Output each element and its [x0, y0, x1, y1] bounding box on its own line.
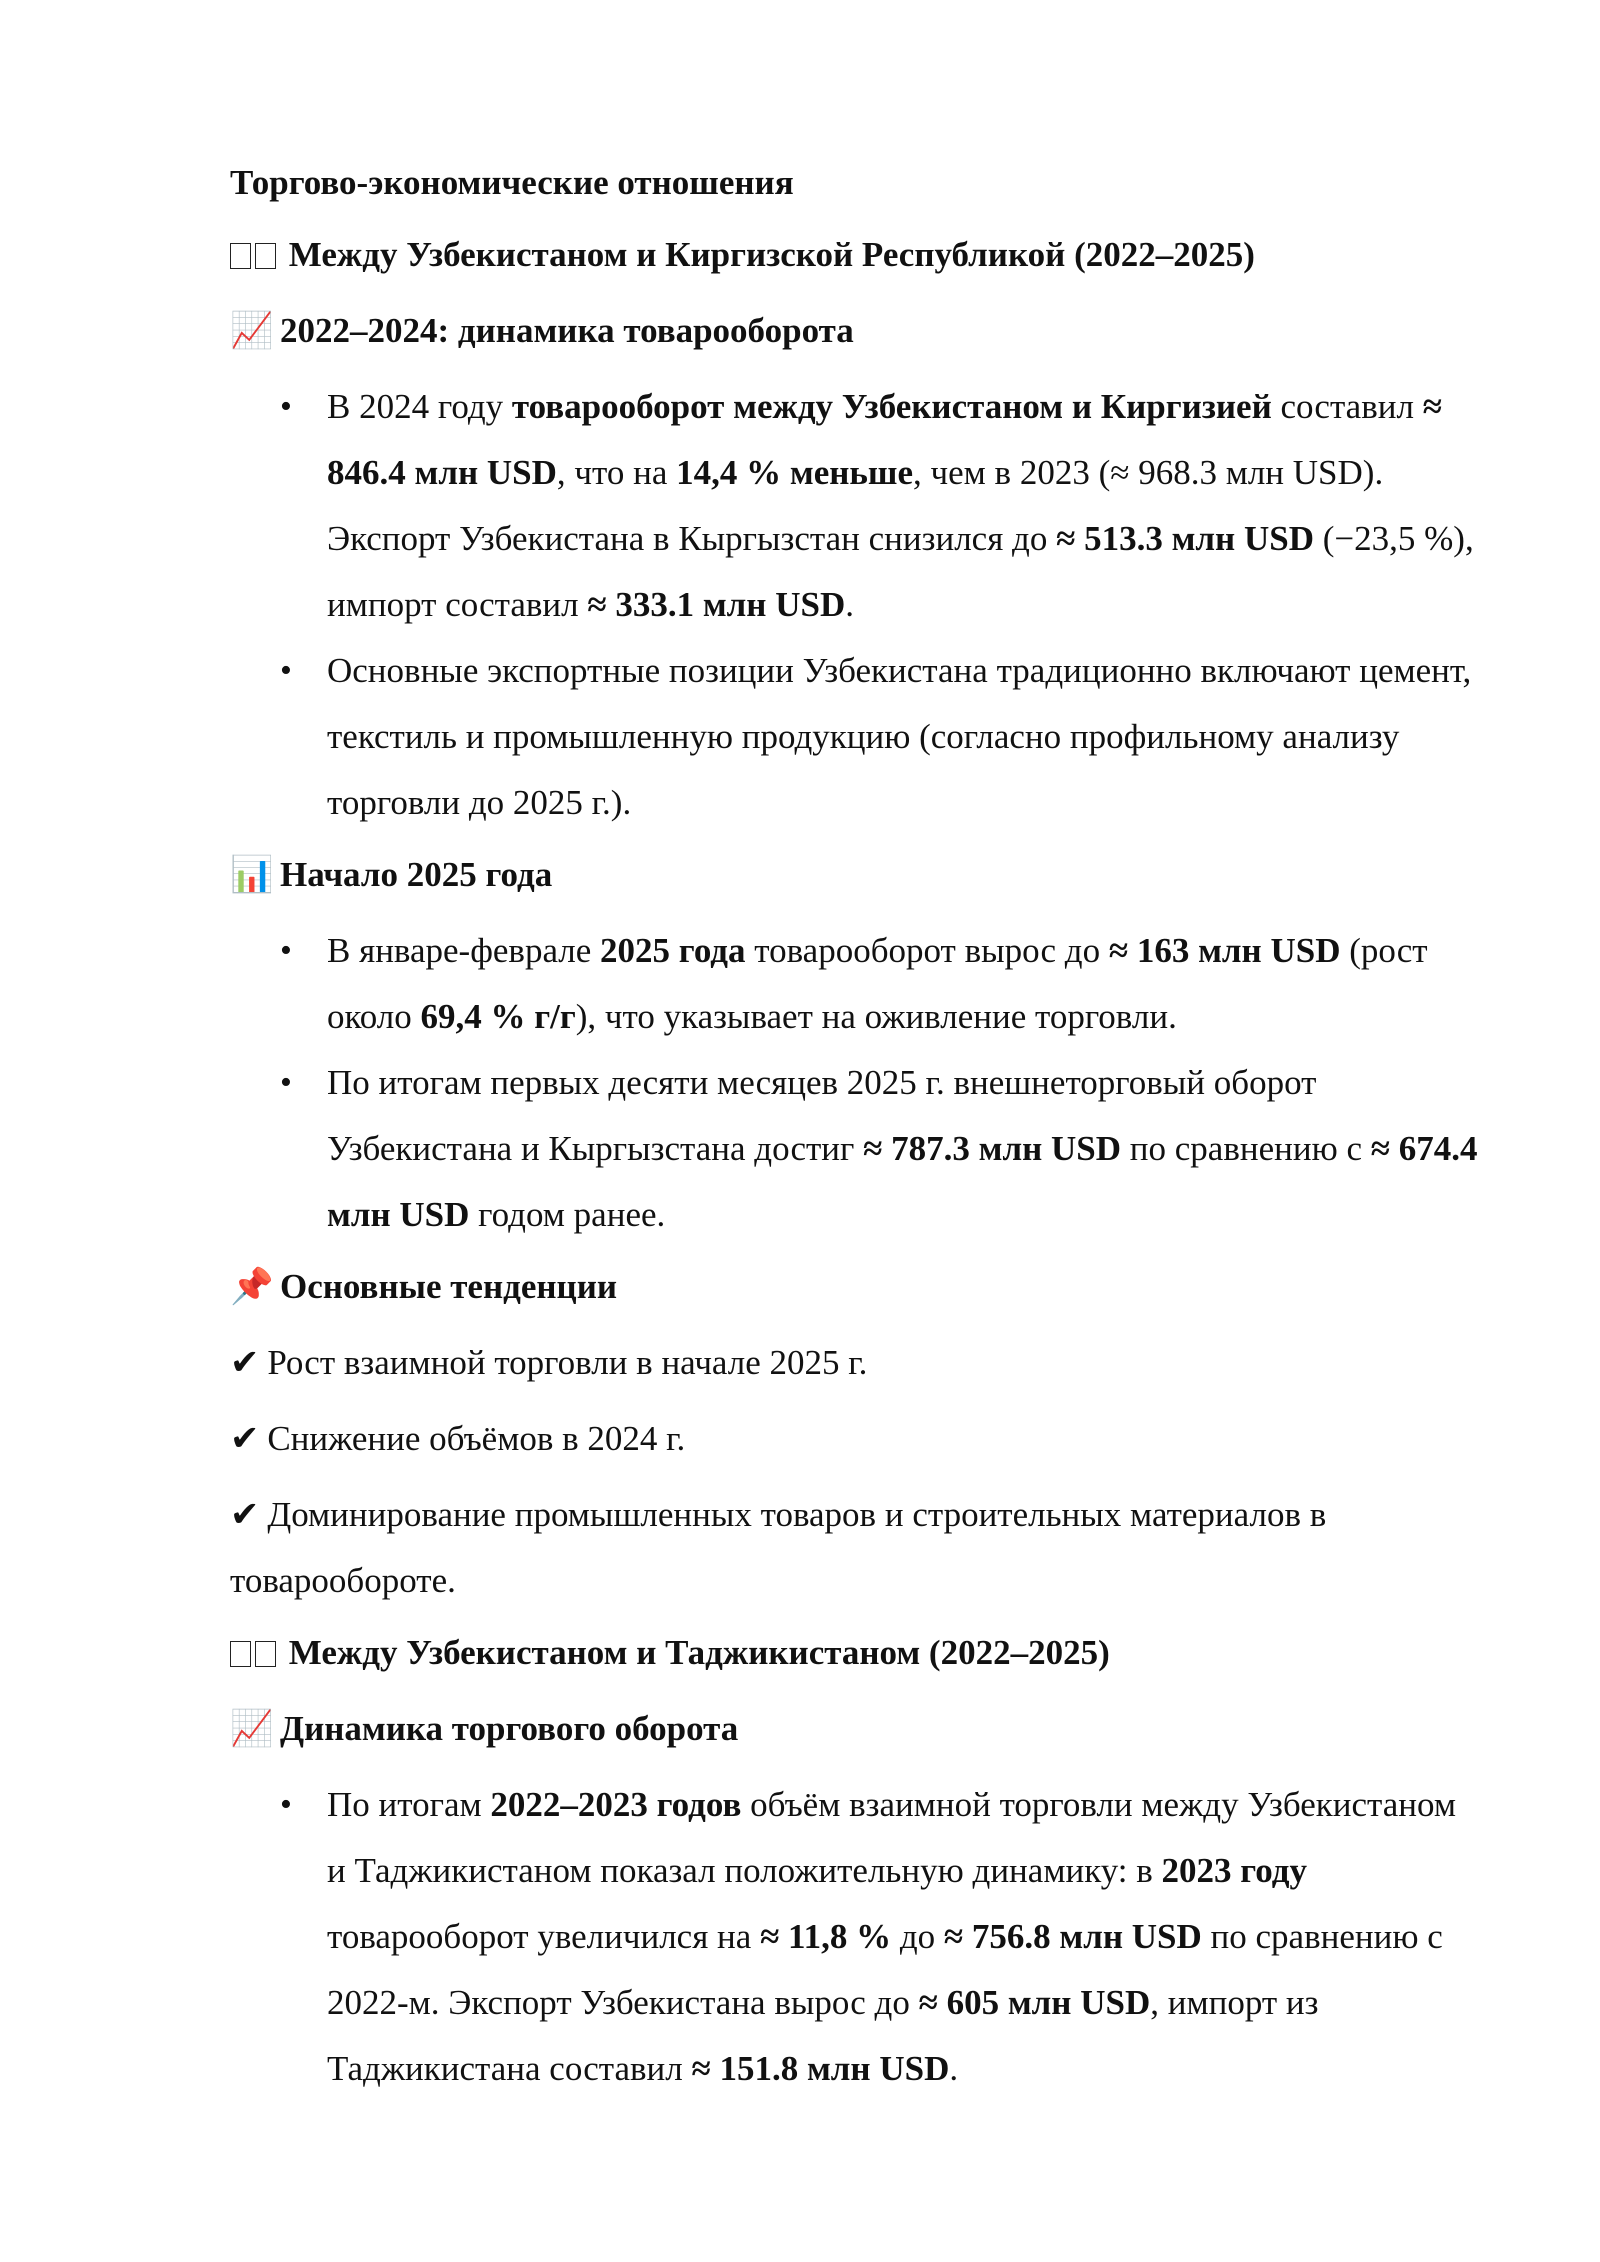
list-item: • По итогам 2022–2023 годов объём взаимной торговли между Узбекистаном и Таджикистаном показал положительную динамику: в 2023 году товарооборот увеличился на ≈ 11,8 % до ≈ 756.8 млн USD по сравнению с 2022-м. Экспорт Узбекистана вырос до ≈ 605 млн USD, импорт из Таджикистана составил ≈ 151.8 млн USD. [327, 1772, 1480, 2102]
bullet-list-early-2025 [230, 918, 1480, 1248]
chart-increasing-icon: 📈 [230, 311, 274, 350]
chart-increasing-icon: 📈 [230, 1709, 274, 1748]
document-title: Торгово-экономические отношения [230, 163, 794, 202]
section-heading-kyrgyzstan: Между Узбекистаном и Киргизской Республикой (2022–2025) [230, 222, 1480, 288]
list-item: • В январе-феврале 2025 года товарооборот вырос до ≈ 163 млн USD (рост около 69,4 % г/г), что указывает на оживление торговли. [327, 918, 1480, 1050]
subheading-trade-dynamics: 📈 Динамика торгового оборота [230, 1696, 1480, 1762]
subheading-2022-2024: 📈 2022–2024: динамика товарооборота [230, 298, 1480, 364]
checkmark-icon: ✔ [230, 1495, 260, 1534]
bar-chart-icon: 📊 [230, 855, 274, 894]
checkmark-icon: ✔ [230, 1419, 260, 1458]
flag-icon [255, 1641, 276, 1667]
bullet-list-2022-2024 [230, 374, 1480, 836]
list-item: • Основные экспортные позиции Узбекистана традиционно включают цемент, текстиль и промышленную продукцию (согласно профильному анализу торговли до 2025 г.). [327, 638, 1480, 836]
list-item: • По итогам первых десяти месяцев 2025 г. внешнеторговый оборот Узбекистана и Кыргызстана достиг ≈ 787.3 млн USD по сравнению с ≈ 674.4 млн USD годом ранее. [327, 1050, 1480, 1248]
checkmark-icon: ✔ [230, 1343, 260, 1382]
trend-item: ✔ Доминирование промышленных товаров и строительных материалов в товарообороте. [230, 1482, 1480, 1614]
flag-icon [230, 243, 251, 269]
bullet-list-tajikistan [230, 1772, 1480, 2102]
trend-item: ✔ Снижение объёмов в 2024 г. [230, 1406, 1480, 1472]
subheading-early-2025: 📊 Начало 2025 года [230, 842, 1480, 908]
pushpin-icon: 📌 [230, 1267, 274, 1306]
flag-icon [255, 243, 276, 269]
trend-item: ✔ Рост взаимной торговли в начале 2025 г. [230, 1330, 1480, 1396]
flag-icon [230, 1641, 251, 1667]
subheading-main-trends: 📌 Основные тенденции [230, 1254, 1480, 1320]
list-item: • В 2024 году товарооборот между Узбекистаном и Киргизией составил ≈ 846.4 млн USD, что на 14,4 % меньше, чем в 2023 (≈ 968.3 млн USD). Экспорт Узбекистана в Кыргызстан снизился до ≈ 513.3 млн USD (−23,5 %), импорт составил ≈ 333.1 млн USD. [327, 374, 1480, 638]
document-body [230, 150, 1480, 2108]
section-heading-tajikistan: Между Узбекистаном и Таджикистаном (2022–2025) [230, 1620, 1480, 1686]
